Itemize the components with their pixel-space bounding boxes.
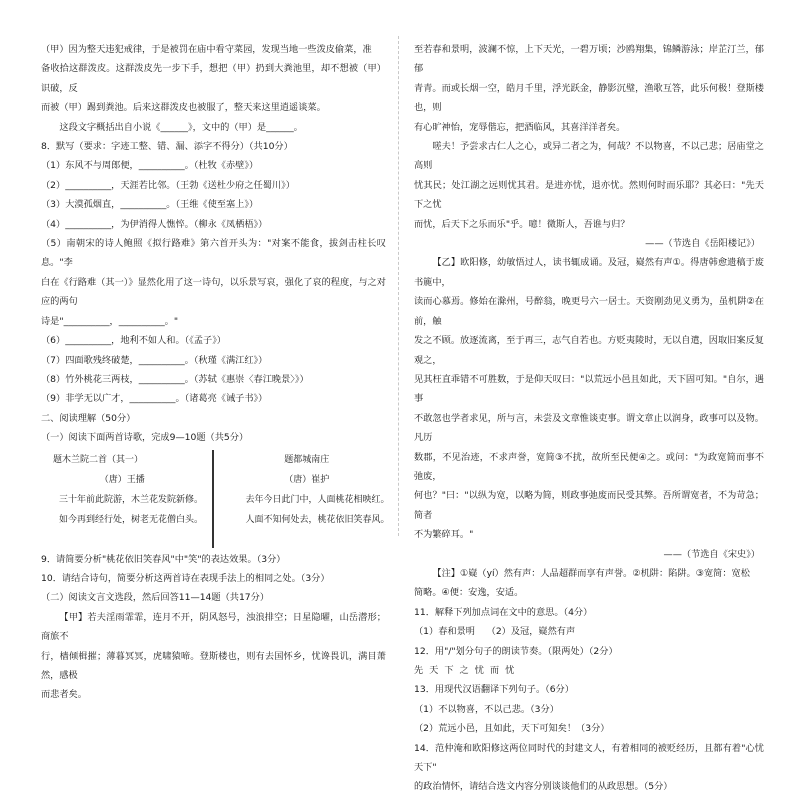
- recitation-item: （1）东风不与周郎便，__________。（杜牧《赤壁》）: [41, 160, 259, 172]
- poem-author: （唐）崔护: [284, 474, 330, 485]
- poem-author: （唐）王播: [99, 474, 145, 485]
- question-7-prompt: 这段文字概括出自小说《______》，文中的（甲）是______。: [59, 121, 303, 133]
- recitation-item: （4）__________，为伊消得人憔悴。（柳永《凤栖梧》）: [41, 218, 268, 230]
- recitation-item: （8）竹外桃花三两枝，__________。（苏轼《惠崇〈春江晚景〉》）: [41, 373, 309, 385]
- poem-line: 三十年前此院游，木兰花发院新修。: [59, 494, 204, 505]
- source-citation: ——（节选自《岳阳楼记》）: [645, 238, 760, 250]
- question-13-item: （2）荒远小邑，且如此，天下可知矣！（3分）: [414, 723, 610, 735]
- question-12: 12．用"/"划分句子的朗读节奏。（限两处）（2分）: [414, 645, 618, 657]
- right-column: [414, 40, 764, 797]
- question-14-line: 的政治情怀，请结合选文内容分别谈谈他们的从政思想。（5分）: [414, 781, 673, 793]
- poem-line: 去年今日此门中，人面桃花相映红。: [245, 494, 390, 505]
- passage-line: 而忧，后天下之乐而乐"乎。噫！微斯人，吾谁与归？: [414, 218, 630, 230]
- left-column: [41, 40, 390, 705]
- passage-line: 不为繁碎耳。": [414, 529, 474, 541]
- question-8-heading: 8．默写（要求：字迹工整、错、漏、添字不得分）（共10分）: [41, 141, 293, 153]
- passage-line: 至若春和景明，波澜不惊，上下天光，一碧万顷；沙鸥翔集，锦鳞游泳；岸芷汀兰，郁郁: [414, 44, 764, 75]
- question-13: 13．用现代汉语翻译下列句子。（6分）: [414, 684, 574, 696]
- text-line: （甲）因为整天违犯戒律，于是被罚在庙中看守菜园，发现当地一些泼皮偷菜，准: [41, 44, 372, 55]
- poems-block: [41, 450, 390, 548]
- annotation-note: 【注】①嶷（yí）然有声：人品超群而享有声誉。②机阱：陷阱。③宽简：宽松: [432, 567, 750, 579]
- passage-jia: 【甲】若夫淫雨霏霏，连月不开，阴风怒号，浊浪排空；日星隐曜，山岳潜形；商旅不: [41, 611, 386, 643]
- passage-line: 嗟夫！予尝求古仁人之心，或异二者之为，何哉？不以物喜，不以己悲；居庙堂之高则: [414, 141, 764, 172]
- recitation-item: （6）__________，地利不如人和。（《孟子》）: [41, 335, 226, 347]
- text-line: 而被（甲）踢到粪池。后来这群泼皮也被服了，整天来这里逍遥谈菜。: [41, 102, 326, 114]
- recitation-item: （5）南朝宋的诗人鲍照《拟行路难》第六首开头为："对案不能食，拔剑击柱长叹息。"李: [41, 238, 386, 269]
- poem-line: 如今再到经行处，树老无花僧白头。: [59, 514, 204, 525]
- question-13-item: （1）不以物喜，不以己悲。（3分）: [414, 703, 559, 715]
- annotation-note: 简略。④便：安逸，安适。: [414, 587, 524, 599]
- passage-line: 不敢忽也学者求见，所与言，未尝及文章惟谈吏事。谓文章止以润身，政事可以及物。凡历: [414, 412, 764, 444]
- source-citation: ——（节选自《宋史》）: [663, 548, 760, 560]
- passage-line: 数郡，不见治迹，不求声誉，宽简③不扰，故所至民便④之。或问："为政宽简而事不弛废，: [414, 451, 764, 482]
- question-14: 14．范仲淹和欧阳修这两位同时代的封建文人，有着相同的被贬经历，且都有着"心忧天下": [414, 742, 764, 774]
- recitation-item: （7）四面歌残终破楚，__________。（秋瑾《满江红》）: [41, 354, 268, 366]
- passage-line: 发之不顾。放逐流离，至于再三，志气自若也。方贬夷陵时，无以自遣，因取旧案反复观之，: [414, 335, 764, 366]
- passage-line: 行，樯倾楫摧；薄暮冥冥，虎啸猿啼。登斯楼也，则有去国怀乡，忧谗畏讥，满目萧然，感极: [41, 650, 386, 681]
- question-12-sentence: 先天下之忧而忧: [414, 665, 521, 676]
- text-line: 诗是"__________，__________。": [41, 315, 179, 327]
- recitation-item: （9）非学无以广才，__________。（诸葛亮《诫子书》）: [41, 393, 268, 405]
- poem-title: 题木兰院二首（其一）: [53, 454, 144, 465]
- recitation-item: （2）__________，天涯若比邻。（王勃《送杜少府之任蜀川》）: [41, 179, 295, 191]
- question-10: 10．请结合诗句，简要分析这两首诗在表现手法上的相同之处。（3分）: [41, 572, 330, 584]
- passage-line: 有心旷神怡，宠辱偕忘，把酒临风，其喜洋洋者矣。: [414, 121, 626, 133]
- poem-title: 题都城南庄: [284, 454, 330, 465]
- question-11-items: （1）春和景明 （2）及冠，嶷然有声: [414, 626, 576, 638]
- passage-line: 见其枉直乖错不可胜数，于是仰天叹曰："以荒远小邑且如此，天下固可知。"自尔，遇事: [414, 373, 764, 405]
- passage-line: 青青。而或长烟一空，皓月千里，浮光跃金，静影沉璧，渔歌互答，此乐何极！登斯楼也，则: [414, 82, 764, 114]
- column-divider: [398, 36, 399, 536]
- subsection-heading: （一）阅读下面两首诗歌，完成9—10题（共5分）: [41, 432, 249, 444]
- poem-2: [214, 450, 390, 548]
- passage-line: 忧其民；处江湖之远则忧其君。是进亦忧，退亦忧。然则何时而乐耶？其必曰："先天下之忧: [414, 179, 764, 211]
- passage-line: 读而心慕焉。修始在滁州，号醉翁，晚更号六一居士。天资刚劲见义勇为，虽机阱②在前，触: [414, 296, 764, 327]
- passage-line: 何也？"曰："以纵为宽，以略为简，则政事弛废而民受其弊。吾所谓宽者，不为苛急；简者: [414, 490, 764, 521]
- passage-yi: 【乙】欧阳修，幼敏悟过人，读书辄成诵。及冠，嶷然有声①。得唐韩愈遗稿于废书簏中，: [414, 257, 764, 288]
- question-11: 11．解释下列加点词在文中的意思。（4分）: [414, 606, 593, 618]
- poem-1: [41, 450, 214, 548]
- text-line: 白在《行路难（其一）》显然化用了这一诗句，以乐景写哀，强化了哀的程度，与之对应的两句: [41, 276, 386, 308]
- passage-line: 而悲者矣。: [41, 689, 87, 701]
- subsection-heading: （二）阅读文言文选段，然后回答11—14题（共17分）: [41, 592, 270, 604]
- section-heading: 二、阅读理解（50分）: [41, 412, 136, 424]
- text-line: 备收拾这群泼皮。这群泼皮先一步下手，想把（甲）扔到大粪池里，却不想被（甲）识破，反: [41, 63, 386, 94]
- question-9: 9．请简要分析"桃花依旧笑春风"中"笑"的表达效果。（3分）: [41, 553, 286, 565]
- poem-line: 人面不知何处去，桃花依旧笑春风。: [245, 514, 390, 525]
- recitation-item: （3）大漠孤烟直，__________。（王维《使至塞上》）: [41, 199, 259, 211]
